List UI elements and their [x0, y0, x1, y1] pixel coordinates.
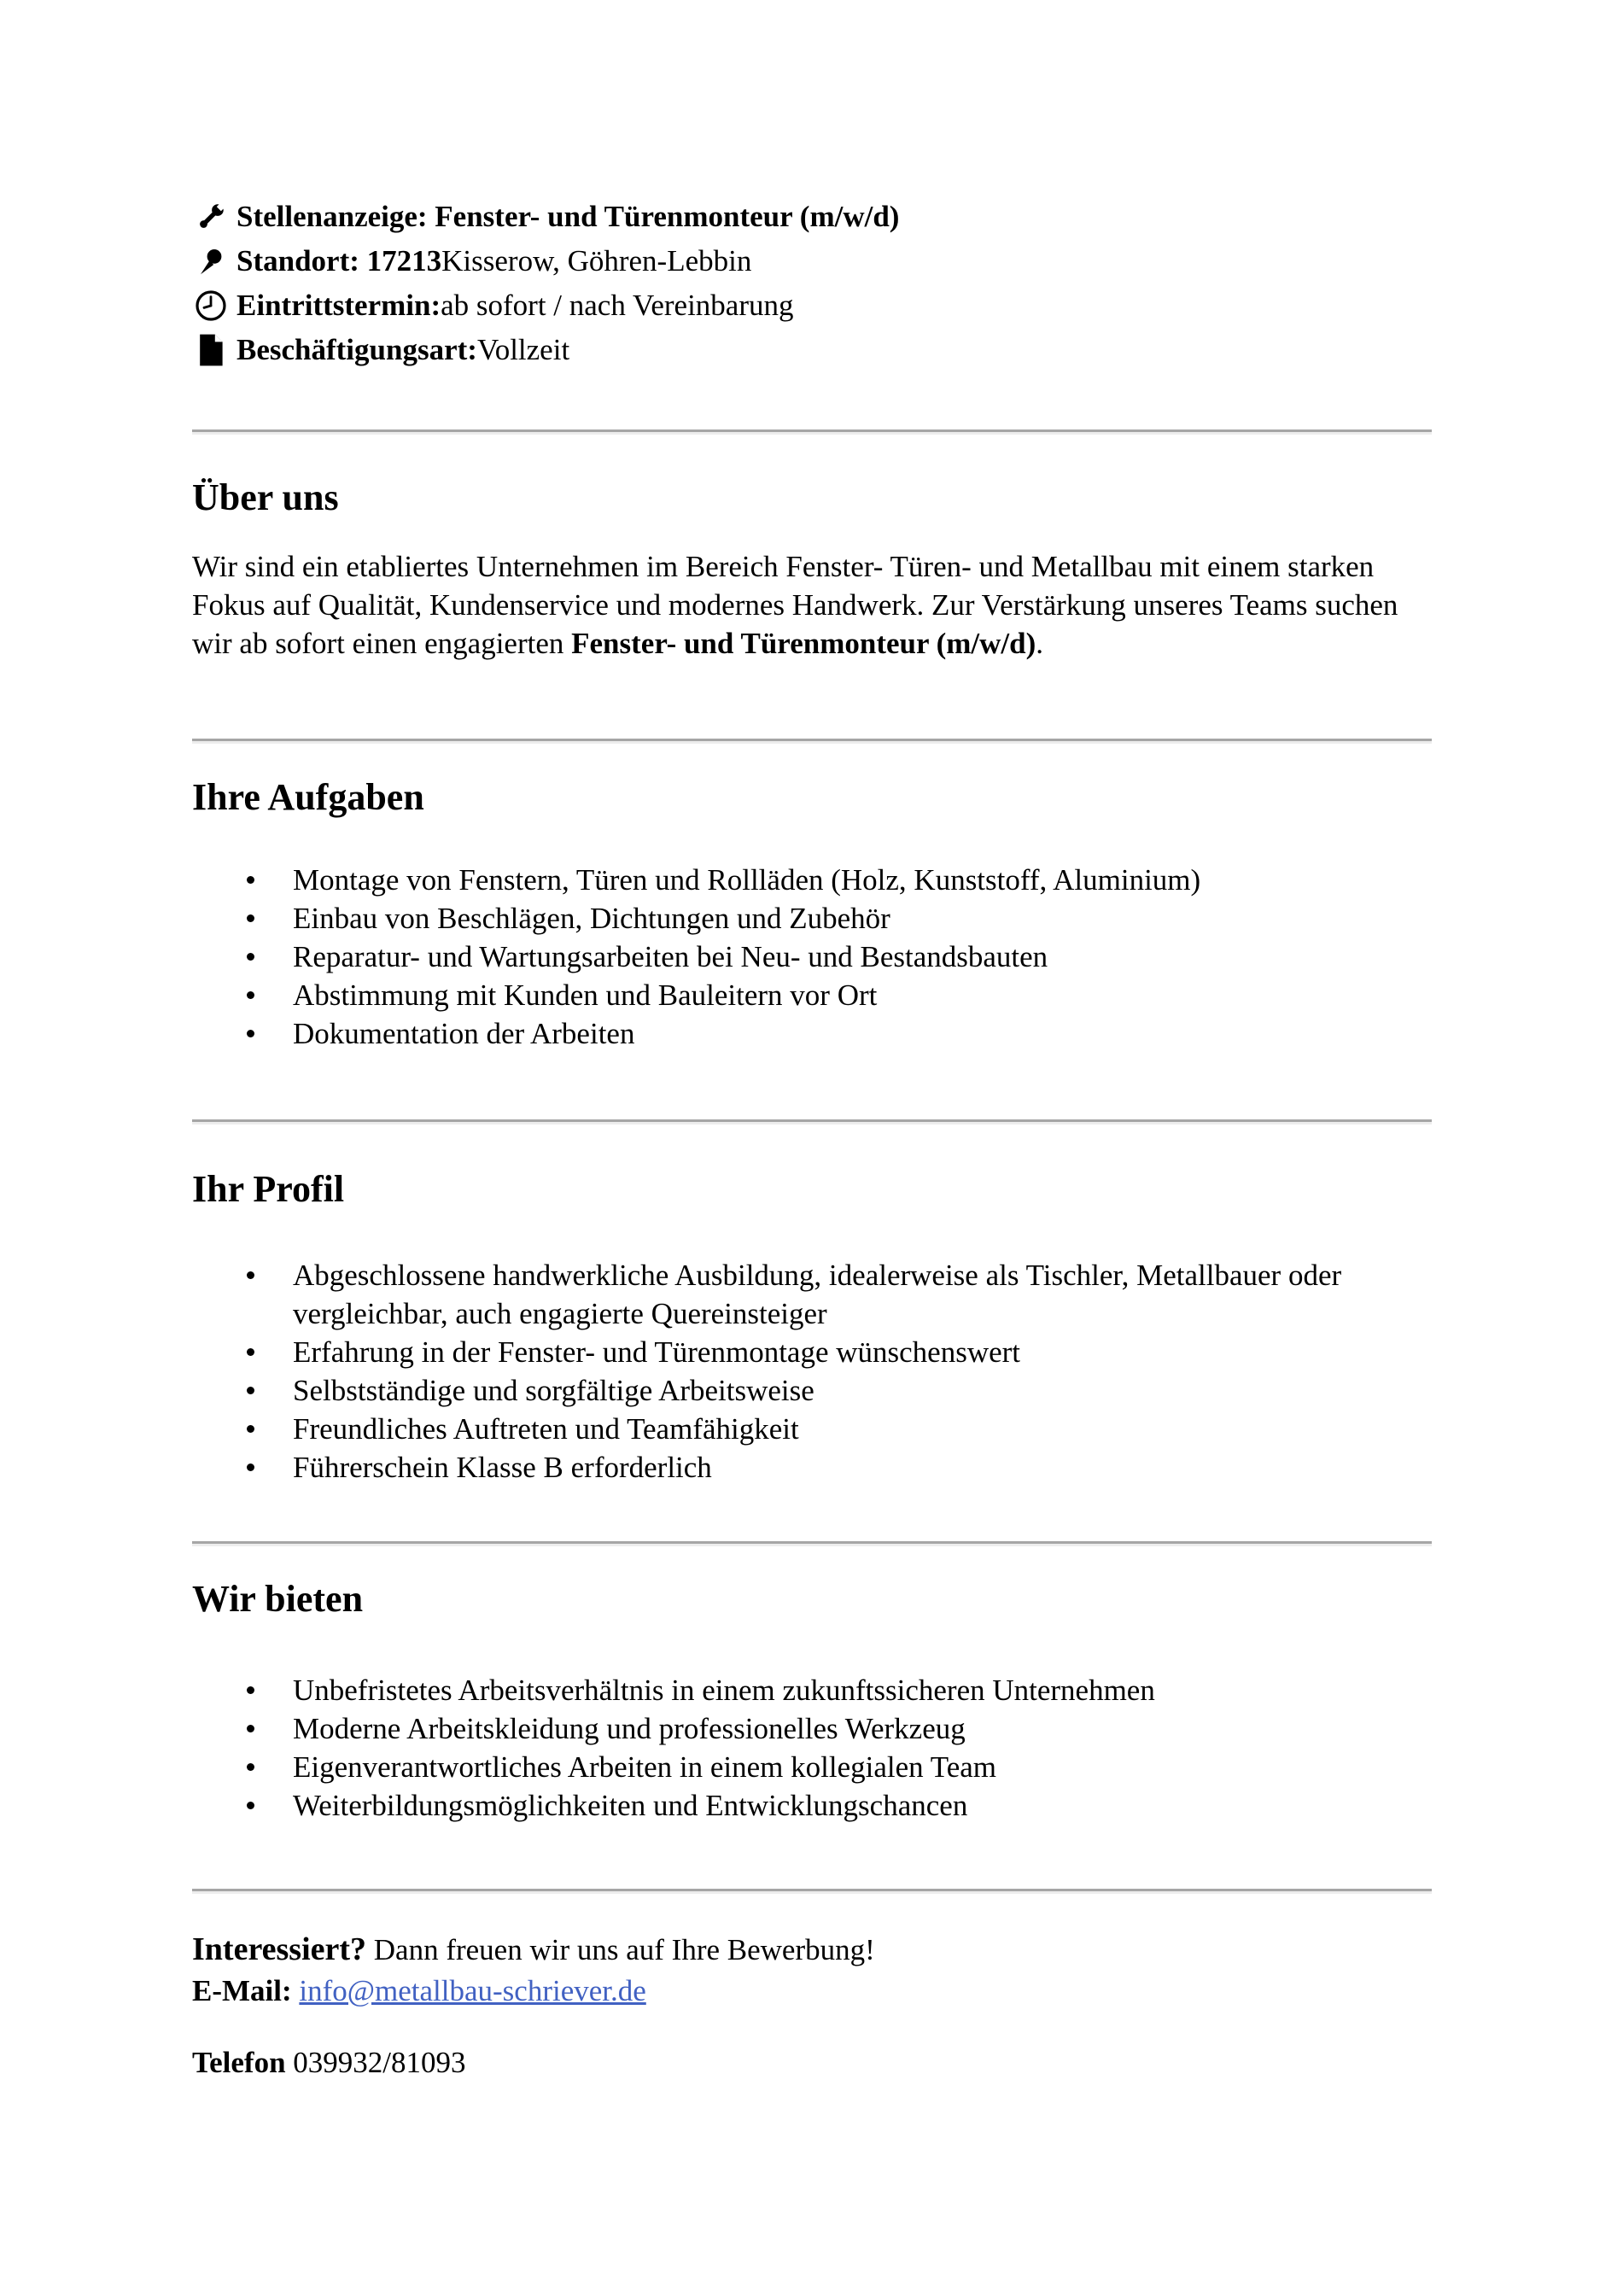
divider [192, 1889, 1432, 1894]
divider [192, 429, 1432, 435]
document-icon [192, 331, 230, 369]
about-paragraph [192, 547, 1432, 663]
list-item: Erfahrung in der Fenster- und Türenmontage wünschenswert [192, 1333, 1432, 1371]
profile-list [192, 1256, 1432, 1487]
email-link[interactable]: info@metallbau-schriever.de [299, 1974, 646, 2007]
clock-icon [192, 287, 230, 324]
section-heading-offer: Wir bieten [192, 1578, 364, 1620]
pin-icon [192, 242, 230, 280]
fact-startdate-regular: ab sofort / nach Vereinbarung [441, 289, 794, 322]
list-item: Eigenverantwortliches Arbeiten in einem kollegialen Team [192, 1748, 1432, 1786]
section-heading-tasks: Ihre Aufgaben [192, 776, 424, 818]
fact-line-employment [192, 328, 1432, 372]
offer-list [192, 1671, 1432, 1825]
job-facts-list [192, 195, 1432, 372]
divider [192, 1541, 1432, 1546]
list-item: Montage von Fenstern, Türen und Rollläden (Holz, Kunststoff, Aluminium) [192, 861, 1432, 899]
email-label: E-Mail: [192, 1974, 300, 2007]
interested-text: Dann freuen wir uns auf Ihre Bewerbung! [366, 1933, 875, 1966]
tasks-list [192, 861, 1432, 1053]
fact-startdate-bold: Eintrittstermin: [236, 289, 441, 322]
list-item: Freundliches Auftreten und Teamfähigkeit [192, 1410, 1432, 1448]
fact-employment-bold: Beschäftigungsart: [236, 333, 477, 366]
fact-line-title [192, 195, 1432, 239]
contact-block [192, 1929, 1432, 2012]
list-item: Abgeschlossene handwerkliche Ausbildung, idealerweise als Tischler, Metallbauer oder vergleichbar, auch engagierte Quereinsteiger [192, 1256, 1432, 1333]
list-item: Reparatur- und Wartungsarbeiten bei Neu- und Bestandsbauten [192, 938, 1432, 976]
interested-line [192, 1929, 1432, 1971]
section-heading-profile: Ihr Profil [192, 1168, 345, 1210]
email-line [192, 1971, 1432, 2012]
phone-number: 039932/81093 [293, 2046, 466, 2079]
fact-line-startdate [192, 283, 1432, 328]
divider [192, 739, 1432, 744]
about-text-end: . [1036, 627, 1044, 660]
section-heading-about: Über uns [192, 476, 339, 518]
wrench-icon [192, 198, 230, 236]
fact-location-bold: Standort: 17213 [236, 244, 442, 278]
list-item: Abstimmung mit Kunden und Bauleitern vor Ort [192, 976, 1432, 1014]
list-item: Unbefristetes Arbeitsverhältnis in einem zukunftssicheren Unternehmen [192, 1671, 1432, 1709]
list-item: Einbau von Beschlägen, Dichtungen und Zubehör [192, 899, 1432, 938]
interested-label: Interessiert? [192, 1931, 367, 1967]
fact-location-regular: Kisserow, Göhren-Lebbin [441, 244, 752, 278]
fact-title-bold: Stellenanzeige: Fenster- und Türenmonteur (m/w/d) [236, 200, 900, 233]
page-content [192, 0, 1432, 2296]
about-text-bold: Fenster- und Türenmonteur (m/w/d) [571, 627, 1036, 660]
phone-label: Telefon [192, 2046, 294, 2079]
fact-line-location [192, 239, 1432, 283]
list-item: Moderne Arbeitskleidung und professionelles Werkzeug [192, 1709, 1432, 1748]
list-item: Führerschein Klasse B erforderlich [192, 1448, 1432, 1487]
list-item: Weiterbildungsmöglichkeiten und Entwicklungschancen [192, 1786, 1432, 1825]
about-text: Wir sind ein etabliertes Unternehmen im Bereich Fenster- Türen- und Metallbau mit einem starken Fokus auf Qualität, Kundenservice und modernes Handwerk. Zur Verstärkung unseres Teams suchen wir ab sofort einen engagierten [192, 550, 1398, 660]
list-item: Selbstständige und sorgfältige Arbeitsweise [192, 1371, 1432, 1410]
list-item: Dokumentation der Arbeiten [192, 1014, 1432, 1053]
divider [192, 1119, 1432, 1125]
fact-employment-regular: Vollzeit [476, 333, 570, 366]
phone-line [192, 2042, 1432, 2083]
